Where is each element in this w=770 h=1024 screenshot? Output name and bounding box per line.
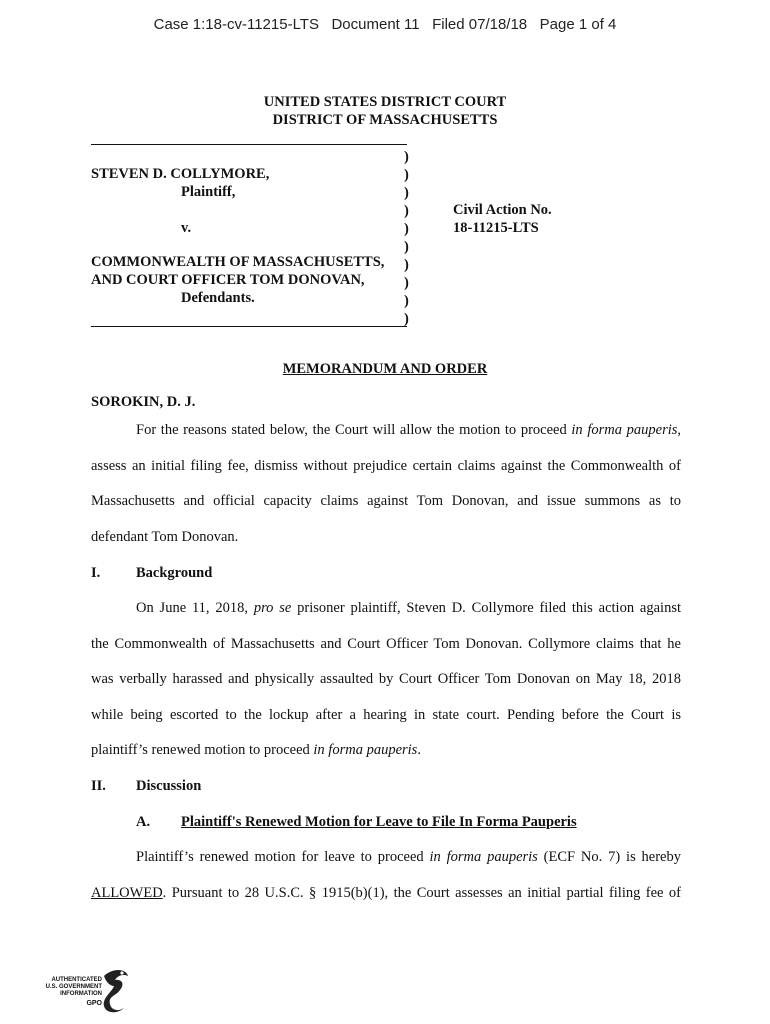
- text-run: (ECF No. 7) is hereby: [537, 849, 681, 865]
- paragraph-line: Massachusetts and official capacity claims against Tom Donovan, and issue summons as to: [91, 493, 681, 509]
- section-number: II.: [91, 778, 106, 794]
- caption-bottom-rule: [91, 326, 407, 327]
- section-heading: Discussion: [136, 778, 202, 794]
- defendant-line-2: AND COURT OFFICER TOM DONOVAN,: [91, 272, 365, 288]
- text-run: ,: [677, 422, 682, 438]
- italic-phrase: pro se: [253, 600, 292, 616]
- judge-name: SOROKIN, D. J.: [91, 394, 196, 410]
- caption-paren: ): [404, 203, 409, 219]
- subsection-letter: A.: [136, 814, 151, 830]
- italic-phrase: in forma pauperis: [571, 422, 678, 438]
- versus: v.: [181, 220, 192, 236]
- caption-paren: ): [404, 167, 409, 183]
- section-heading: Background: [136, 565, 213, 581]
- court-name: UNITED STATES DISTRICT COURT: [263, 94, 507, 110]
- gpo-logo-text: [40, 977, 102, 998]
- paragraph-line: [136, 422, 681, 439]
- caption-paren: ): [404, 149, 409, 165]
- section-number: I.: [91, 565, 101, 581]
- civil-action-label: Civil Action No.: [453, 202, 552, 218]
- text-run: Plaintiff’s renewed motion for leave to proceed: [136, 849, 430, 865]
- subsection-heading: Plaintiff's Renewed Motion for Leave to File In Forma Pauperis: [181, 814, 577, 830]
- paragraph-line: [91, 742, 421, 759]
- italic-phrase: in forma pauperis: [429, 849, 538, 865]
- caption-paren: ): [404, 239, 409, 255]
- paragraph-line: [91, 885, 681, 902]
- caption-paren: ): [404, 221, 409, 237]
- document-title: MEMORANDUM AND ORDER: [282, 361, 488, 377]
- plaintiff-role: Plaintiff,: [181, 184, 236, 200]
- underlined-word: ALLOWED: [91, 885, 163, 901]
- gpo-logo-mark-text: GPO: [86, 1000, 102, 1007]
- caption-top-rule: [91, 144, 407, 145]
- text-run: prisoner plaintiff, Steven D. Collymore filed this action against: [291, 600, 681, 616]
- defendant-role: Defendants.: [181, 290, 255, 306]
- paragraph-line: [136, 849, 681, 866]
- defendant-line-1: COMMONWEALTH OF MASSACHUSETTS,: [91, 254, 385, 270]
- text-run: On June 11, 2018,: [136, 600, 254, 616]
- caption-paren: ): [404, 185, 409, 201]
- gpo-authentication-logo: [40, 966, 132, 1016]
- italic-phrase: in forma pauperis: [313, 742, 418, 758]
- gpo-logo-line: U.S. GOVERNMENT: [45, 984, 102, 990]
- text-run: plaintiff’s renewed motion to proceed: [91, 742, 314, 758]
- caption-paren: ): [404, 257, 409, 273]
- eagle-icon: [98, 966, 132, 1016]
- caption-paren: ): [404, 275, 409, 291]
- text-run: .: [417, 742, 421, 758]
- civil-action-number: 18-11215-LTS: [453, 220, 539, 236]
- paragraph-line: defendant Tom Donovan.: [91, 529, 239, 545]
- paragraph-line: while being escorted to the lockup after a hearing in state court. Pending before the Court is: [91, 707, 681, 723]
- paragraph-line: the Commonwealth of Massachusetts and Court Officer Tom Donovan. Collymore claims that he: [91, 636, 681, 652]
- court-district: DISTRICT OF MASSACHUSETTS: [272, 112, 498, 128]
- paragraph-line: assess an initial filing fee, dismiss without prejudice certain claims against the Commonwealth of: [91, 458, 681, 474]
- case-header: Case 1:18-cv-11215-LTS Document 11 Filed 07/18/18 Page 1 of 4: [153, 16, 617, 33]
- text-run: For the reasons stated below, the Court will allow the motion to proceed: [136, 422, 572, 438]
- caption-paren: ): [404, 311, 409, 327]
- paragraph-line: [136, 600, 681, 617]
- gpo-logo-line: INFORMATION: [60, 991, 102, 997]
- gpo-logo-line: AUTHENTICATED: [51, 977, 102, 983]
- caption-paren: ): [404, 293, 409, 309]
- paragraph-line: was verbally harassed and physically assaulted by Court Officer Tom Donovan on May 18, 2018: [91, 671, 681, 687]
- text-run: . Pursuant to 28 U.S.C. § 1915(b)(1), the Court assesses an initial partial filing fee of: [162, 885, 681, 901]
- plaintiff-name: STEVEN D. COLLYMORE,: [91, 166, 270, 182]
